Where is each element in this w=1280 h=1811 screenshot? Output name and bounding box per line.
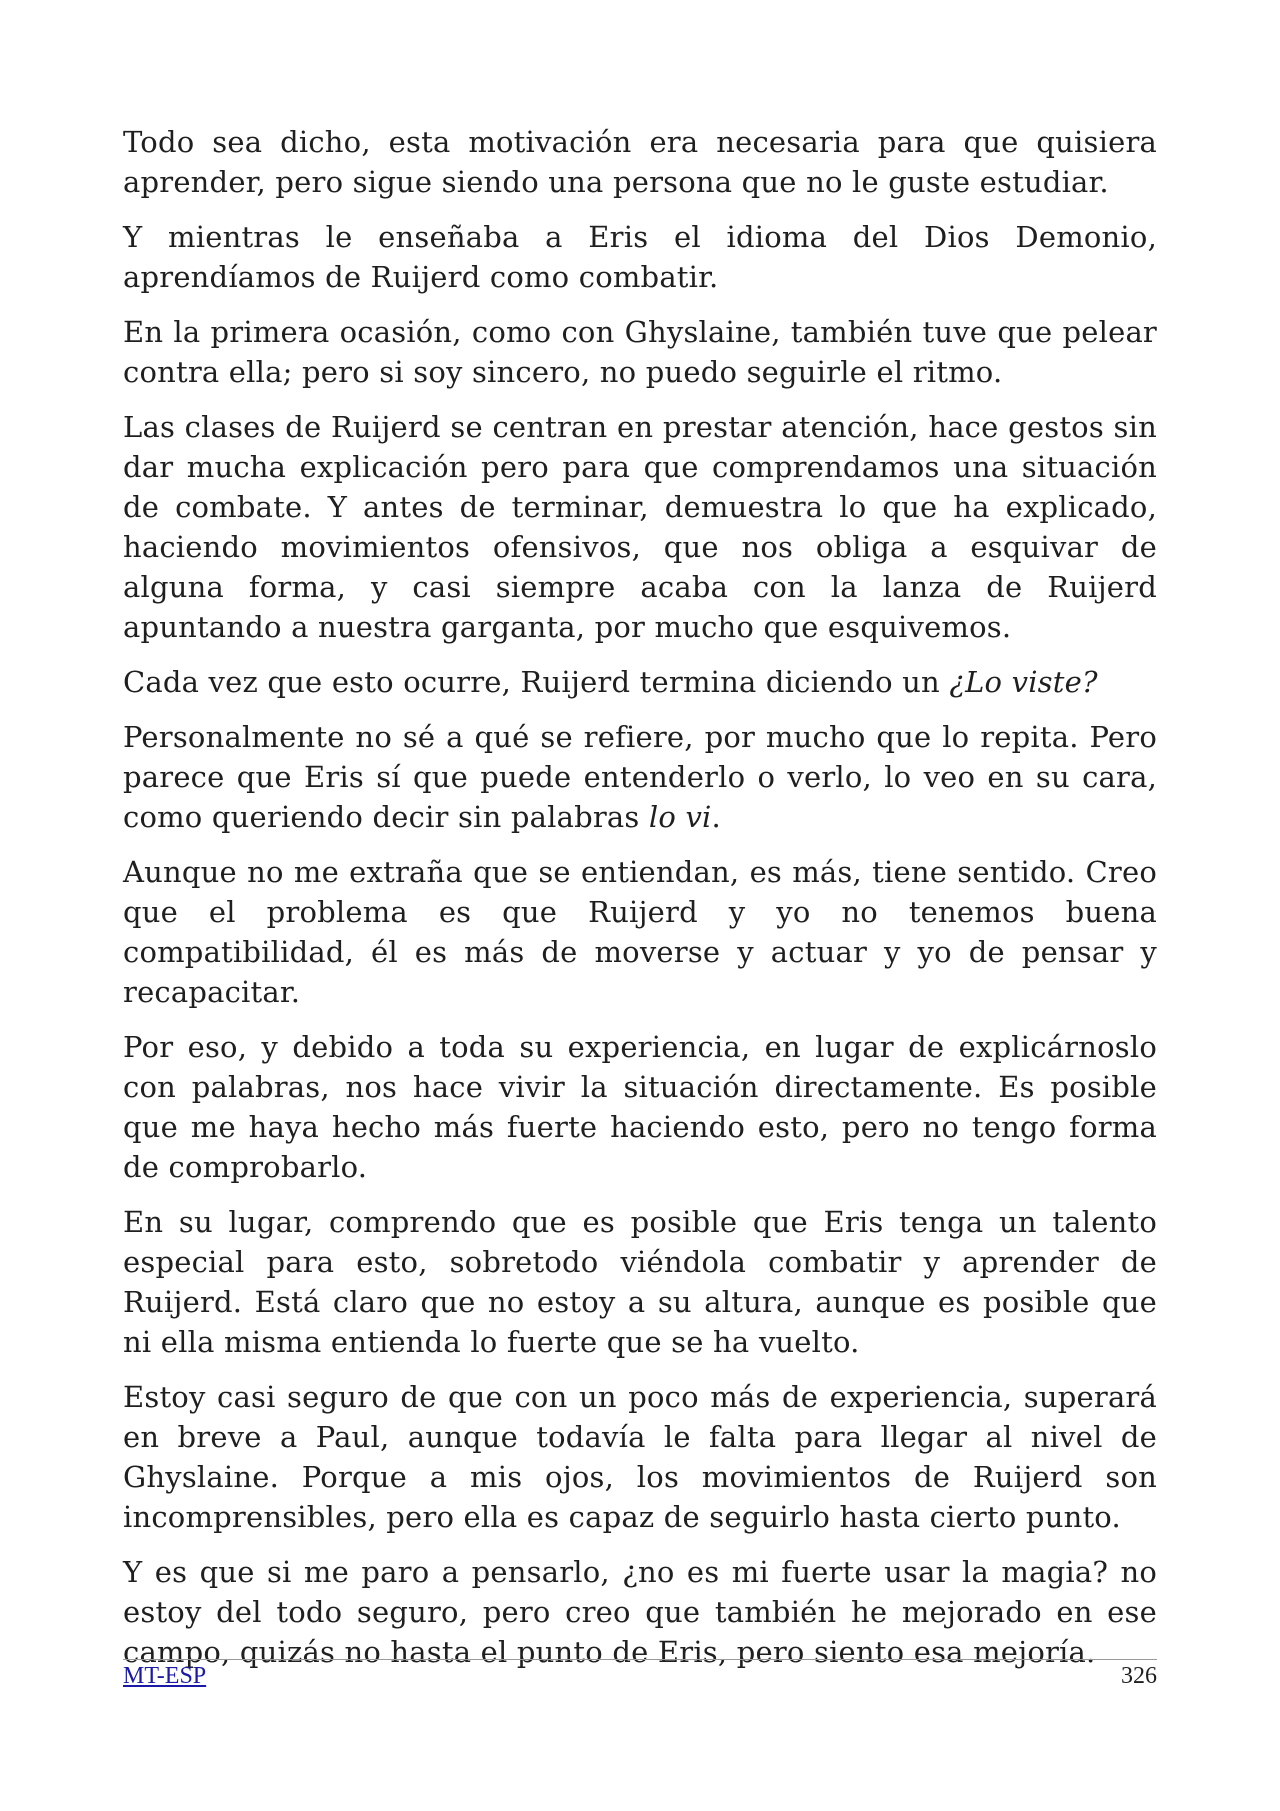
text-run: Y es que si me paro a pensarlo, ¿no es mi fuerte usar la magia? no estoy del todo seguro, pero creo que también he mejorado en ese campo, quizás no hasta el punto de Eris, pero siento esa mejoría. xyxy=(123,1555,1157,1669)
paragraph xyxy=(123,217,1157,297)
footer-divider xyxy=(123,1659,1157,1660)
text-run: Personalmente no sé a qué se refiere, por mucho que lo repita. Pero parece que Eris sí que puede entenderlo o verlo, lo veo en su cara, como queriendo decir sin palabras xyxy=(123,720,1157,834)
italic-text: lo vi xyxy=(648,800,712,834)
paragraph xyxy=(123,312,1157,392)
text-run: Por eso, y debido a toda su experiencia, en lugar de explicárnoslo con palabras, nos hace vivir la situación directamente. Es posible que me haya hecho más fuerte haciendo esto, pero no tengo forma de comprobarlo. xyxy=(123,1030,1157,1184)
text-run: Estoy casi seguro de que con un poco más de experiencia, superará en breve a Paul, aunque todavía le falta para llegar al nivel de Ghyslaine. Porque a mis ojos, los movimientos de Ruijerd son incomprensibles, pero ella es capaz de seguirlo hasta cierto punto. xyxy=(123,1380,1157,1534)
paragraph xyxy=(123,122,1157,202)
body-text xyxy=(123,122,1157,1687)
paragraph xyxy=(123,1552,1157,1672)
text-run: Las clases de Ruijerd se centran en prestar atención, hace gestos sin dar mucha explicación pero para que comprendamos una situación de combate. Y antes de terminar, demuestra lo que ha explicado, haciendo movimientos ofensivos, que nos obliga a esquivar de alguna forma, y casi siempre acaba con la lanza de Ruijerd apuntando a nuestra garganta, por mucho que esquivemos. xyxy=(123,410,1157,644)
paragraph xyxy=(123,407,1157,647)
text-run: En su lugar, comprendo que es posible que Eris tenga un talento especial para esto, sobretodo viéndola combatir y aprender de Ruijerd. Está claro que no estoy a su altura, aunque es posible que ni ella misma entienda lo fuerte que se ha vuelto. xyxy=(123,1205,1157,1359)
text-run: Cada vez que esto ocurre, Ruijerd termina diciendo un xyxy=(123,665,950,699)
footer-link[interactable]: MT-ESP xyxy=(123,1663,207,1689)
page-number: 326 xyxy=(1121,1663,1157,1689)
paragraph xyxy=(123,852,1157,1012)
paragraph xyxy=(123,1027,1157,1187)
paragraph xyxy=(123,717,1157,837)
paragraph xyxy=(123,1377,1157,1537)
text-run: En la primera ocasión, como con Ghyslaine, también tuve que pelear contra ella; pero si soy sincero, no puedo seguirle el ritmo. xyxy=(123,315,1157,389)
text-run: Aunque no me extraña que se entiendan, es más, tiene sentido. Creo que el problema es que Ruijerd y yo no tenemos buena compatibilidad, él es más de moverse y actuar y yo de pensar y recapacitar. xyxy=(123,855,1157,1009)
text-run: Todo sea dicho, esta motivación era necesaria para que quisiera aprender, pero sigue siendo una persona que no le guste estudiar. xyxy=(123,125,1157,199)
paragraph xyxy=(123,662,1157,702)
page-footer xyxy=(123,1661,1157,1697)
text-run: Y mientras le enseñaba a Eris el idioma del Dios Demonio, aprendíamos de Ruijerd como combatir. xyxy=(123,220,1157,294)
text-run: . xyxy=(711,800,721,834)
paragraph xyxy=(123,1202,1157,1362)
italic-text: ¿Lo viste? xyxy=(949,665,1098,699)
